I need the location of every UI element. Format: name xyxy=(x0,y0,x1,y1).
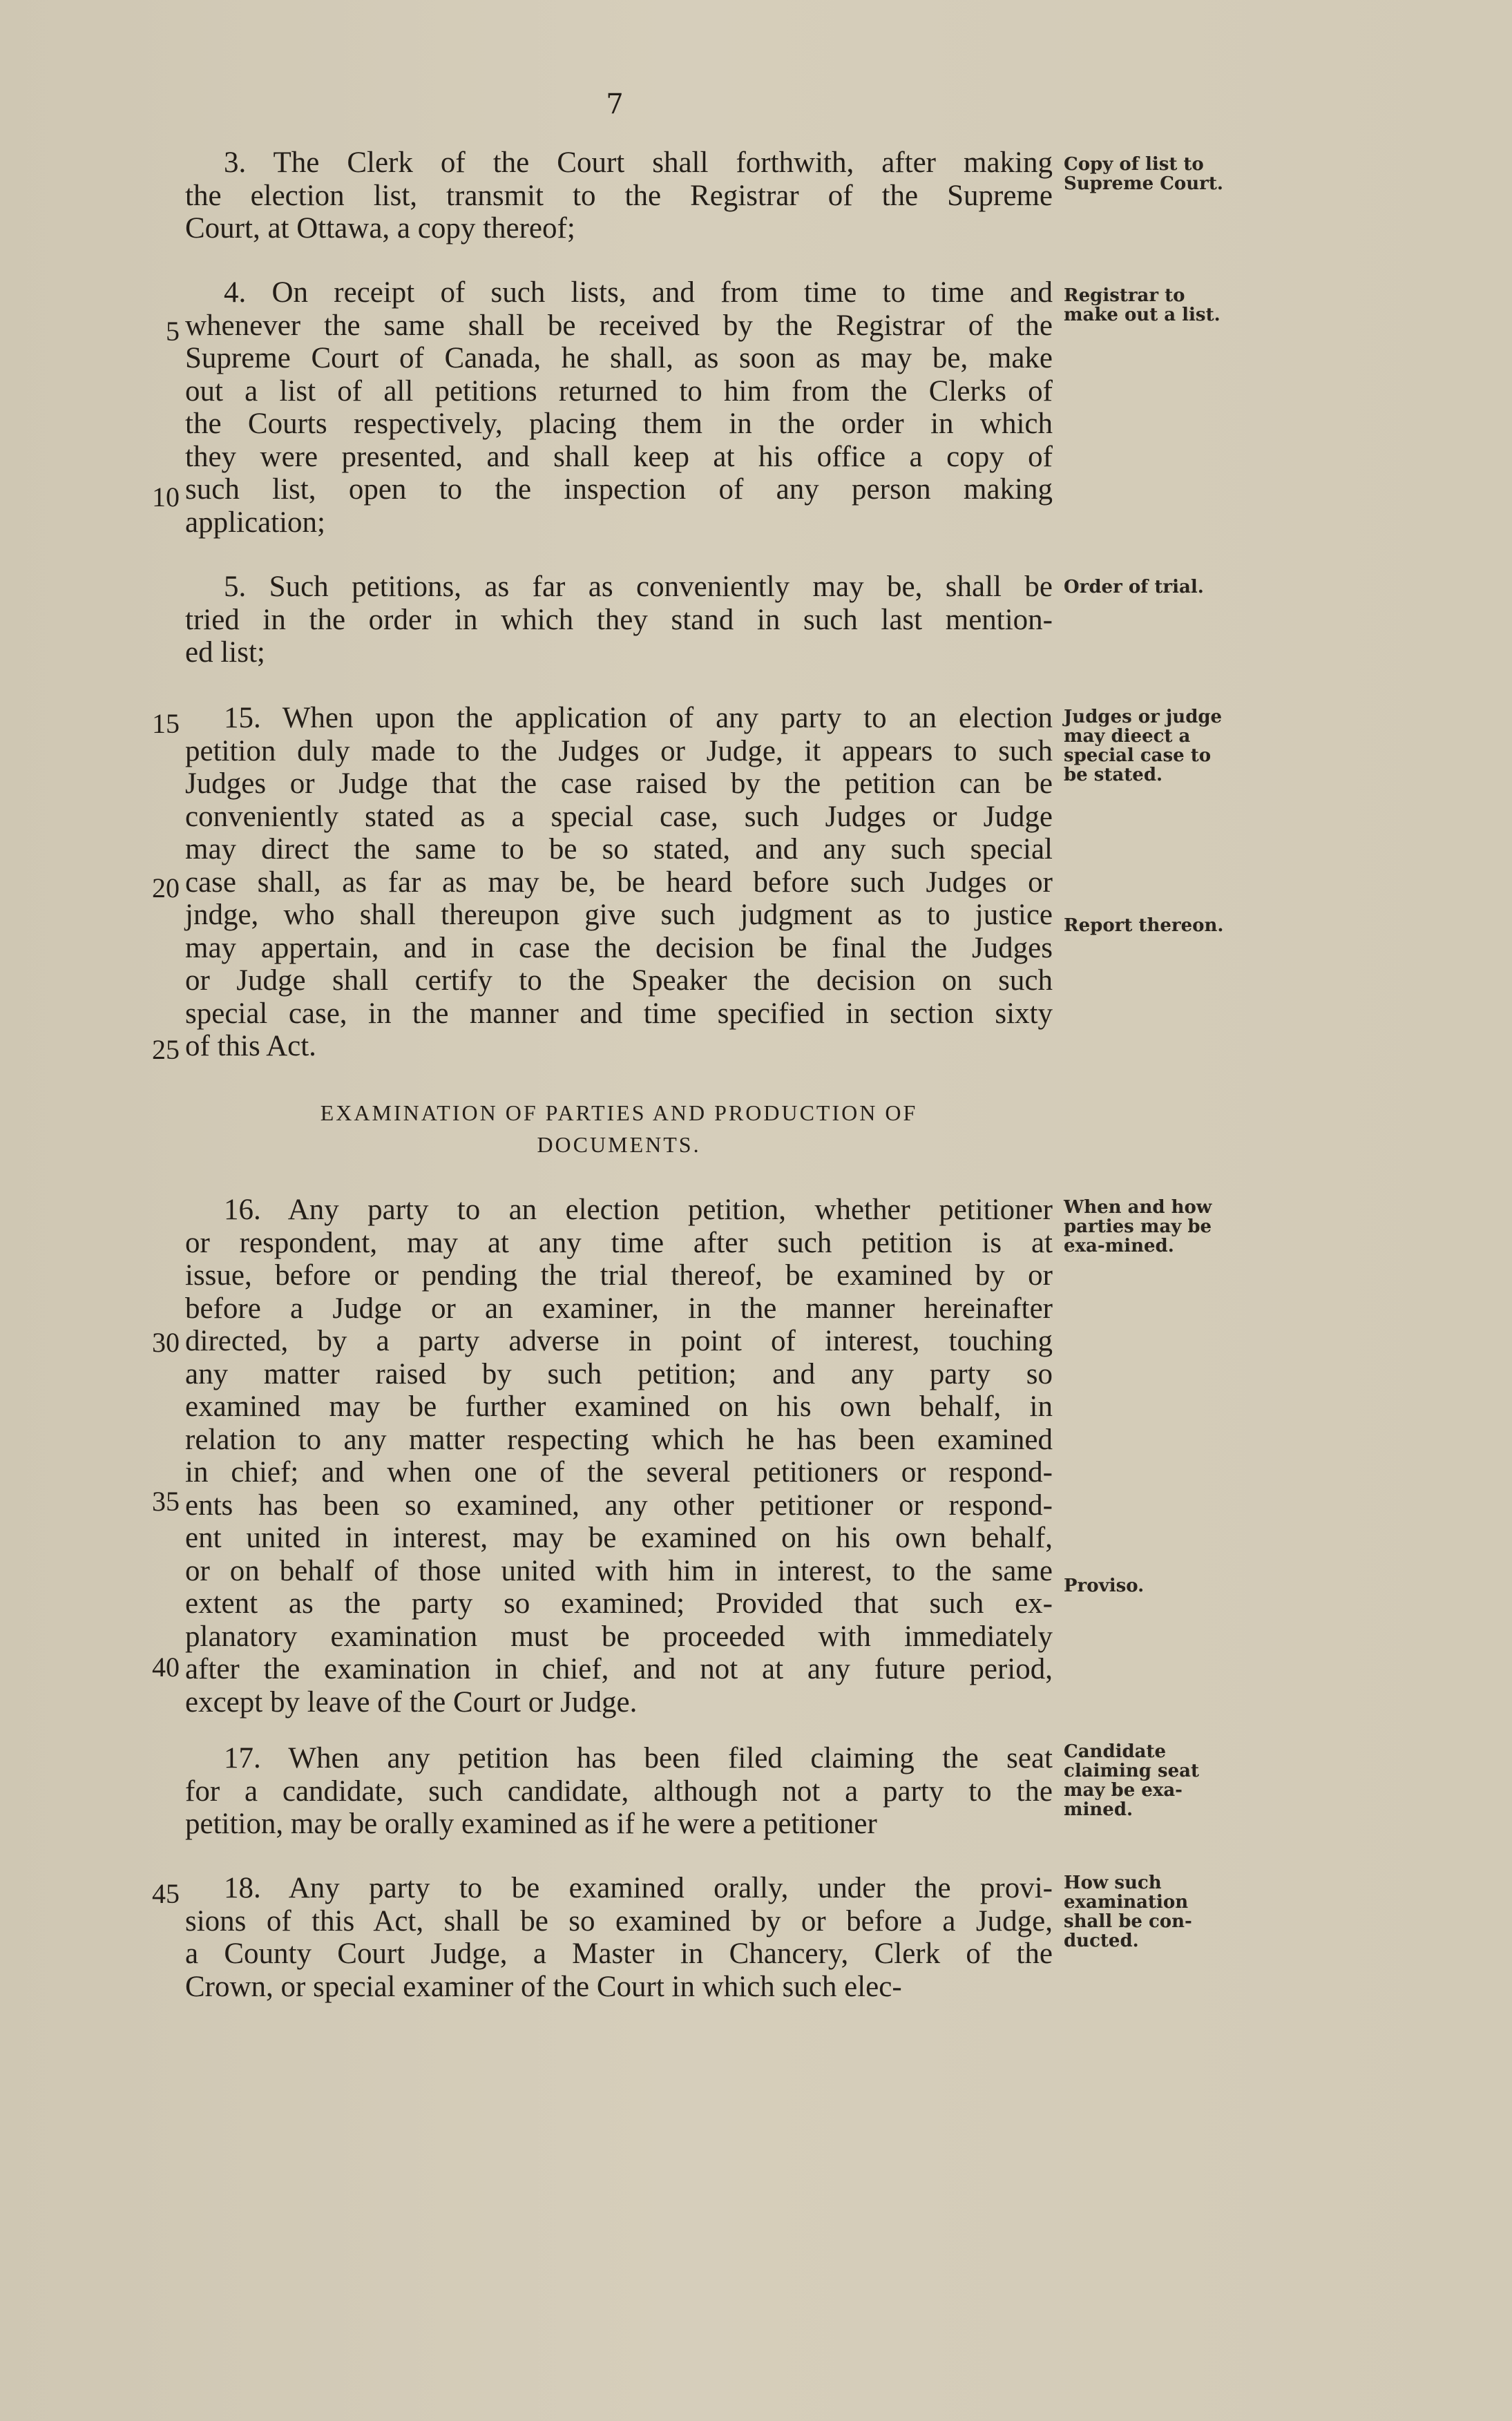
text-line: of this Act. xyxy=(185,1030,316,1062)
line-number: 5 xyxy=(166,316,180,347)
text-line: Judges or Judge that the case raised by the petition can be xyxy=(185,767,1053,800)
line-number: 40 xyxy=(152,1652,180,1683)
margin-note-special-case: Judges or judge may dieect a special case to be stated. xyxy=(1064,707,1223,785)
text-line: they were presented, and shall keep at his office a copy of xyxy=(185,440,1053,473)
text-line: Supreme Court of Canada, he shall, as soon as may be, make xyxy=(185,342,1053,374)
margin-note-candidate: Candidate claiming seat may be exa-mined. xyxy=(1064,1741,1199,1820)
text-line: or respondent, may at any time after such petition is at xyxy=(185,1226,1053,1259)
text-line: 4. On receipt of such lists, and from time to time and xyxy=(224,276,1053,309)
section-17 xyxy=(185,1742,1053,1841)
text-line: conveniently stated as a special case, such Judges or Judge xyxy=(185,800,1053,833)
line-number: 45 xyxy=(152,1878,180,1909)
text-line: ents has been so examined, any other petitioner or respond- xyxy=(185,1489,1053,1522)
margin-note-registrar: Registrar to make out a list. xyxy=(1064,285,1221,325)
text-line: after the examination in chief, and not at any future period, xyxy=(185,1653,1053,1685)
text-line: or Judge shall certify to the Speaker the decision on such xyxy=(185,964,1053,997)
text-line: ed list; xyxy=(185,636,265,669)
text-line: sions of this Act, shall be so examined by or before a Judge, xyxy=(185,1904,1053,1937)
heading-line: DOCUMENTS. xyxy=(537,1132,701,1157)
line-number: 25 xyxy=(152,1034,180,1065)
text-line: tried in the order in which they stand in such last mention- xyxy=(185,603,1053,636)
section-15 xyxy=(185,702,1053,1063)
text-line: a County Court Judge, a Master in Chancery, Clerk of the xyxy=(185,1937,1053,1970)
section-16 xyxy=(185,1194,1053,1719)
text-line: jndge, who shall thereupon give such judgment as to justice xyxy=(185,899,1053,931)
text-line: issue, before or pending the trial thereof, be examined by or xyxy=(185,1259,1053,1292)
line-number: 15 xyxy=(152,708,180,739)
text-line: planatory examination must be proceeded with immediately xyxy=(185,1620,1053,1653)
text-line: except by leave of the Court or Judge. xyxy=(185,1685,638,1719)
text-line: 5. Such petitions, as far as conveniently may be, shall be xyxy=(224,571,1053,603)
text-line: examined may be further examined on his own behalf, in xyxy=(185,1390,1053,1423)
page-number: 7 xyxy=(606,88,624,120)
text-line: any matter raised by such petition; and any party so xyxy=(185,1357,1053,1390)
margin-note-report: Report thereon. xyxy=(1064,915,1224,936)
text-line: extent as the party so examined; Provided that such ex- xyxy=(185,1587,1053,1620)
text-line: special case, in the manner and time specified in section sixty xyxy=(185,997,1053,1030)
text-line: 16. Any party to an election petition, whether petitioner xyxy=(224,1194,1053,1226)
text-line: petition duly made to the Judges or Judge, it appears to such xyxy=(185,734,1053,767)
line-number: 35 xyxy=(152,1486,180,1517)
text-line: such list, open to the inspection of any person making xyxy=(185,473,1053,506)
text-line: for a candidate, such candidate, although not a party to the xyxy=(185,1774,1053,1808)
section-5 xyxy=(185,571,1053,669)
text-line: application; xyxy=(185,506,325,539)
section-18 xyxy=(185,1872,1053,2003)
line-number: 20 xyxy=(152,872,180,903)
margin-note-copy-list: Copy of list to Supreme Court. xyxy=(1064,154,1223,194)
text-line: may direct the same to be so stated, and any such special xyxy=(185,833,1053,865)
text-line: 3. The Clerk of the Court shall forthwith, after making xyxy=(224,146,1053,179)
margin-note-order-of-trial: Order of trial. xyxy=(1064,577,1204,597)
section-heading xyxy=(185,1097,1053,1160)
text-line: or on behalf of those united with him in interest, to the same xyxy=(185,1554,1053,1587)
text-line: the Courts respectively, placing them in the order in which xyxy=(185,408,1053,440)
text-line: relation to any matter respecting which he has been examined xyxy=(185,1423,1053,1456)
margin-note-how-such: How such examination shall be con-ducted. xyxy=(1064,1873,1192,1951)
text-line: ent united in interest, may be examined on his own behalf, xyxy=(185,1522,1053,1554)
section-4 xyxy=(185,276,1053,539)
text-line: the election list, transmit to the Registrar of the Supreme xyxy=(185,179,1053,212)
text-line: petition, may be orally examined as if he were a petitioner xyxy=(185,1808,877,1840)
text-line: out a list of all petitions returned to him from the Clerks of xyxy=(185,374,1053,408)
text-line: case shall, as far as may be, be heard before such Judges or xyxy=(185,865,1053,899)
text-line: directed, by a party adverse in point of interest, touching xyxy=(185,1325,1053,1357)
text-line: Court, at Ottawa, a copy thereof; xyxy=(185,212,575,245)
line-number: 10 xyxy=(152,481,180,513)
line-number: 30 xyxy=(152,1327,180,1358)
text-line: before a Judge or an examiner, in the manner hereinafter xyxy=(185,1292,1053,1325)
text-line: 18. Any party to be examined orally, under the provi- xyxy=(224,1872,1053,1904)
margin-note-when-how: When and how parties may be exa-mined. xyxy=(1064,1197,1212,1256)
text-line: 17. When any petition has been filed claiming the seat xyxy=(224,1742,1053,1774)
text-line: whenever the same shall be received by the Registrar of the xyxy=(185,309,1053,342)
text-line: in chief; and when one of the several petitioners or respond- xyxy=(185,1456,1053,1489)
text-line: may appertain, and in case the decision be final the Judges xyxy=(185,931,1053,964)
margin-note-proviso: Proviso. xyxy=(1064,1576,1145,1596)
heading-line: EXAMINATION OF PARTIES AND PRODUCTION OF xyxy=(320,1100,918,1125)
text-line: 15. When upon the application of any party to an election xyxy=(224,702,1053,734)
text-line: Crown, or special examiner of the Court in which such elec- xyxy=(185,1970,902,2003)
section-3 xyxy=(185,146,1053,245)
